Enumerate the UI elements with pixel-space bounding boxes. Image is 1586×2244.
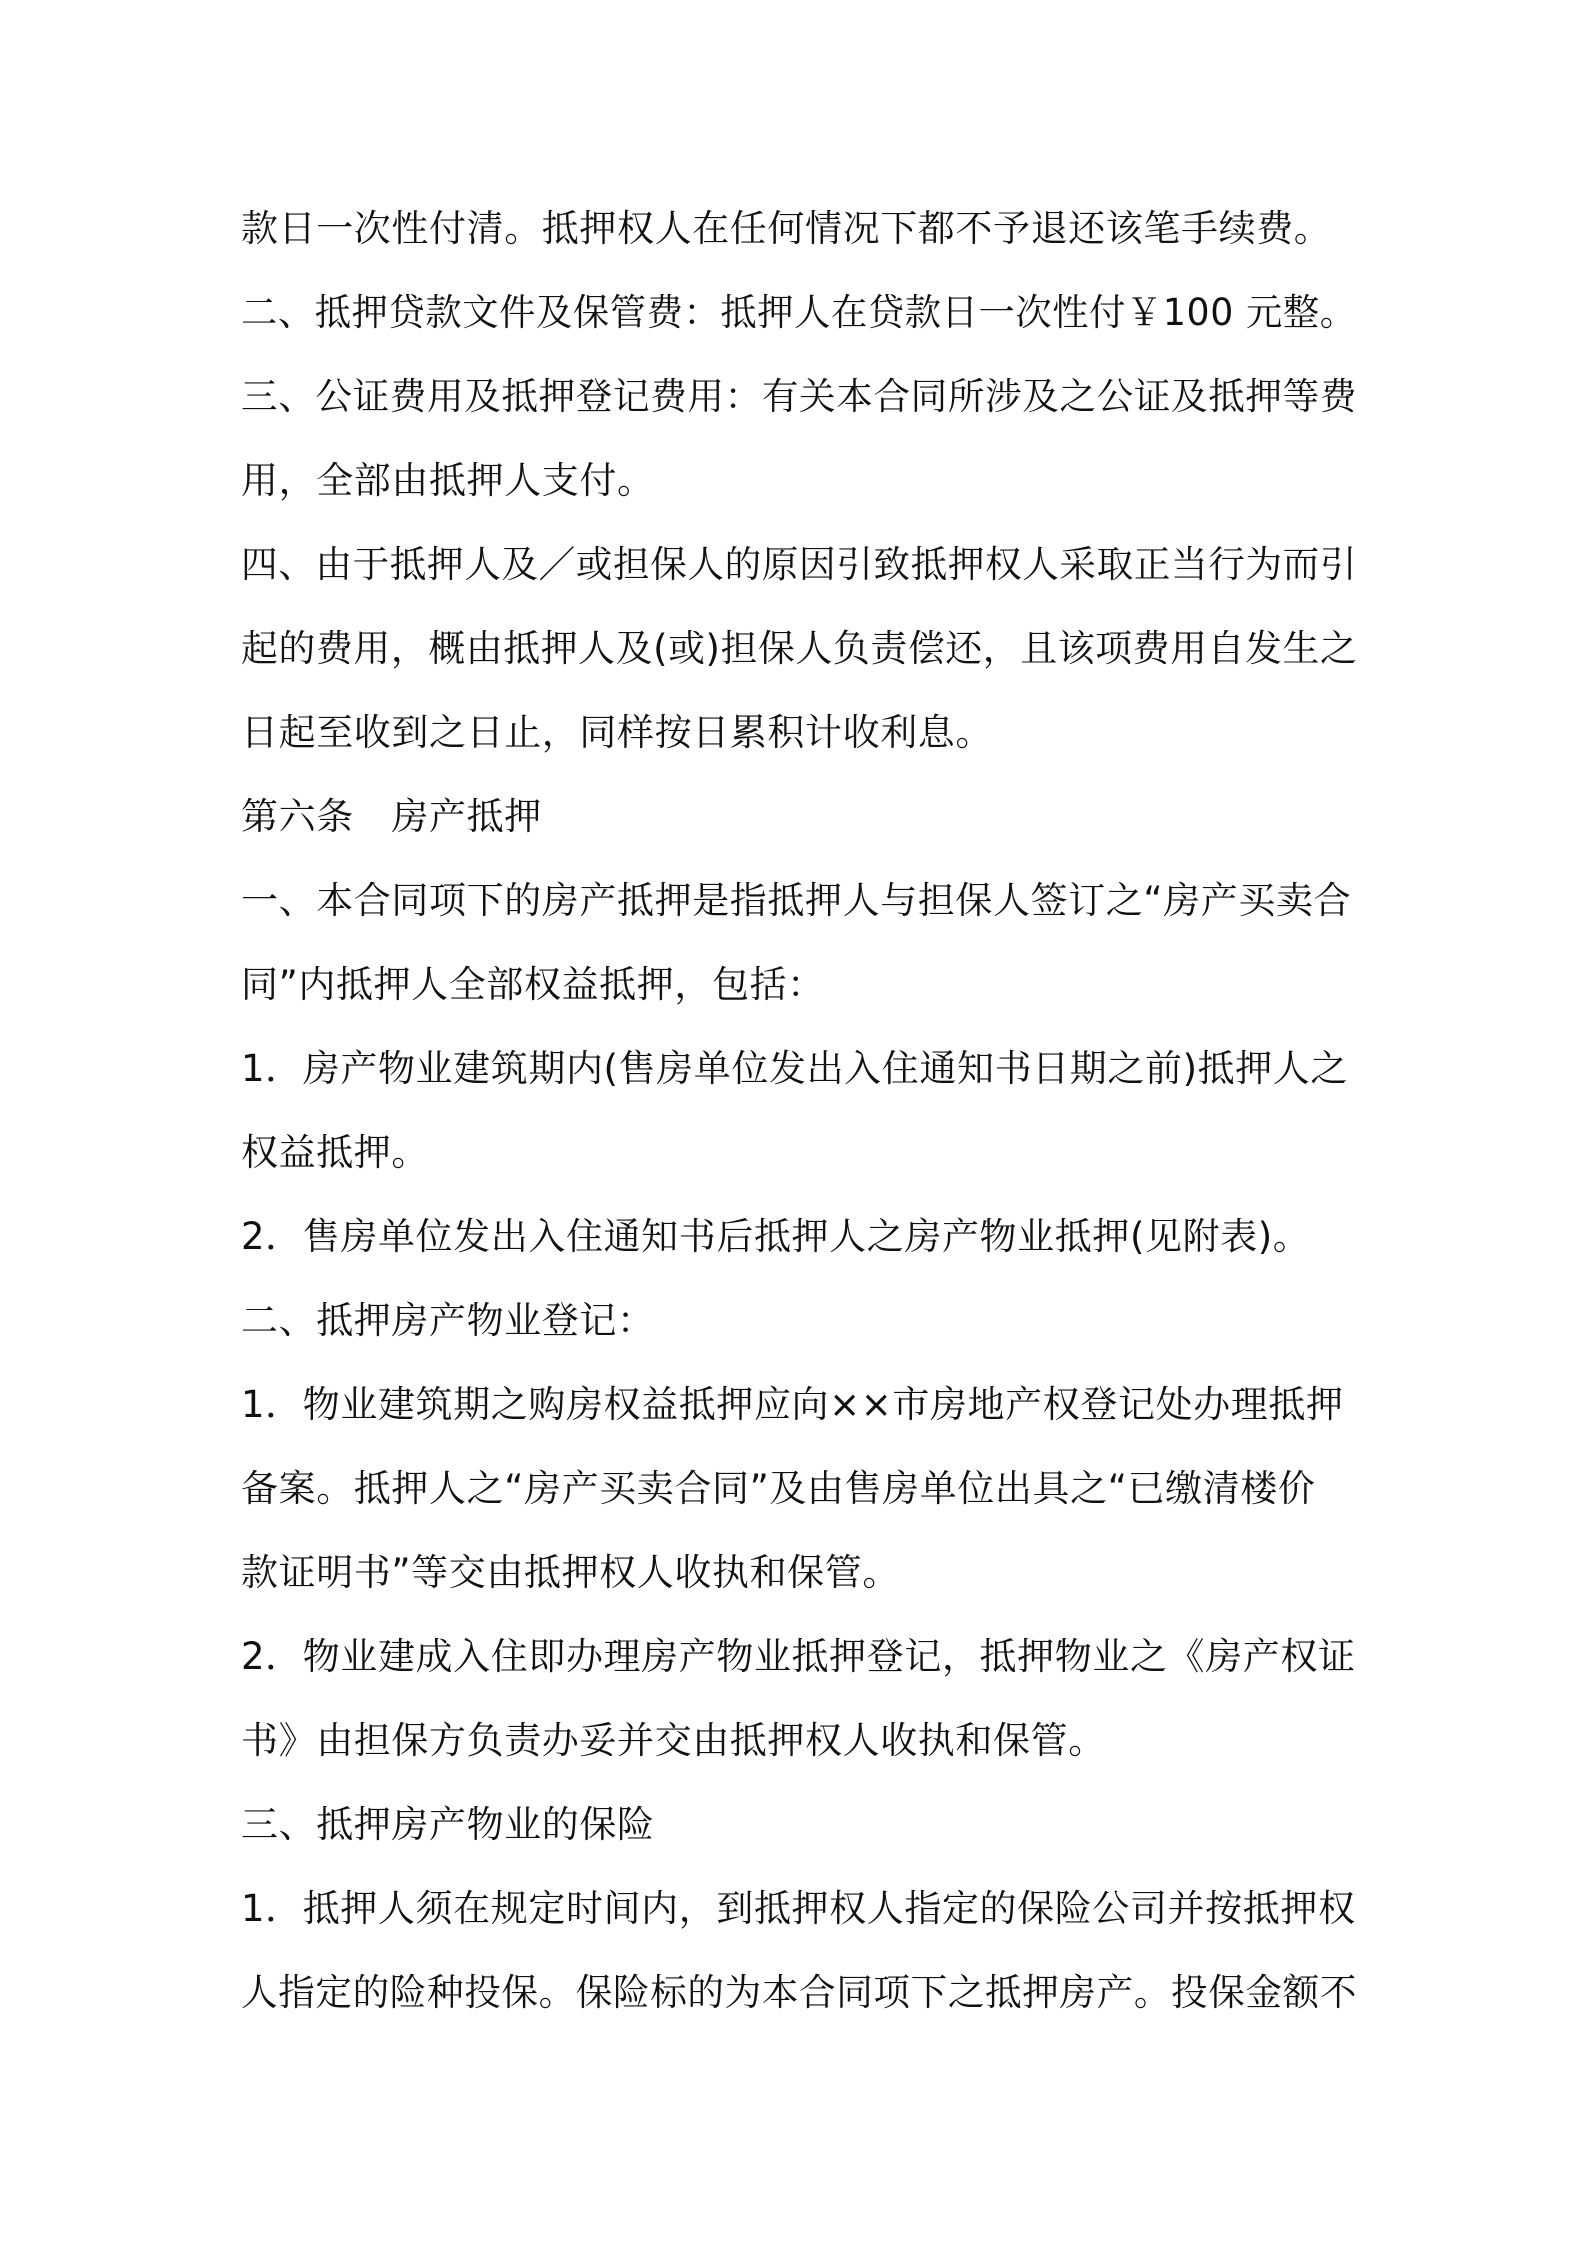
text-line: 一、本合同项下的房产抵押是指抵押人与担保人签订之“房产买卖合 [241,879,1352,922]
text-line: 起的费用，概由抵押人及(或)担保人负责偿还，且该项费用自发生之 [241,627,1358,670]
text-line: 权益抵押。 [241,1131,429,1174]
text-line: 二、抵押房产物业登记： [241,1299,655,1342]
text-line: 四、由于抵押人及／或担保人的原因引致抵押权人采取正当行为而引 [241,543,1358,586]
text-line: 2．物业建成入住即办理房产物业抵押登记，抵押物业之《房产权证 [241,1635,1356,1678]
text-line: 人指定的险种投保。保险标的为本合同项下之抵押房产。投保金额不 [241,1971,1358,2014]
document-body [241,200,1357,2048]
text-line: 1．房产物业建筑期内(售房单位发出入住通知书日期之前)抵押人之 [241,1047,1349,1090]
text-line: 日起至收到之日止，同样按日累积计收利息。 [241,711,993,754]
text-line: 三、公证费用及抵押登记费用：有关本合同所涉及之公证及抵押等费 [241,375,1358,418]
text-line: 二、抵押贷款文件及保管费：抵押人在贷款日一次性付￥100 元整。 [241,291,1357,334]
text-line: 三、抵押房产物业的保险 [241,1803,655,1846]
text-line: 备案。抵押人之“房产买卖合同”及由售房单位出具之“已缴清楼价 [241,1467,1316,1510]
section-heading: 第六条 房产抵押 [241,795,542,838]
text-line: 1．物业建筑期之购房权益抵押应向××市房地产权登记处办理抵押 [241,1383,1344,1426]
text-line: 2．售房单位发出入住通知书后抵押人之房产物业抵押(见附表)。 [241,1215,1311,1258]
text-line: 同”内抵押人全部权益抵押，包括： [241,963,825,1006]
text-line: 书》由担保方负责办妥并交由抵押权人收执和保管。 [241,1719,1106,1762]
text-line: 用，全部由抵押人支付。 [241,459,655,502]
text-line: 1．抵押人须在规定时间内，到抵押权人指定的保险公司并按抵押权 [241,1887,1356,1930]
text-line: 款日一次性付清。抵押权人在任何情况下都不予退还该笔手续费。 [241,207,1332,250]
text-line: 款证明书”等交由抵押权人收执和保管。 [241,1551,900,1594]
